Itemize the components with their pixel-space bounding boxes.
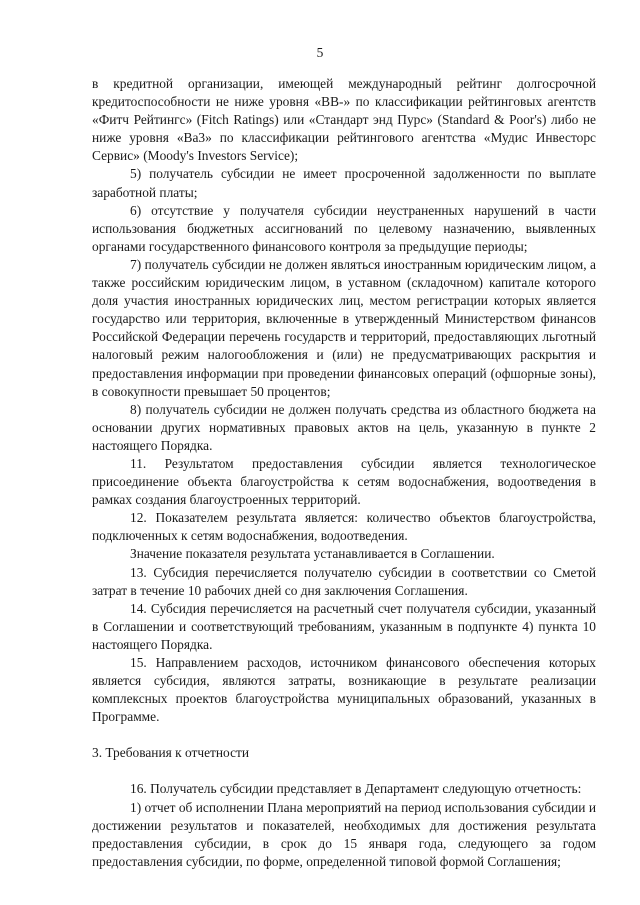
paragraph-condition-6: 6) отсутствие у получателя субсидии неустраненных нарушений в части использования бюджетных ассигнований по целевому назначению, выявленных органами государственного финансового контроля за предыдущие периоды; (92, 202, 596, 254)
paragraph-item-13: 13. Субсидия перечисляется получателю субсидии в соответствии со Сметой затрат в течение 10 рабочих дней со дня заключения Соглашения. (92, 564, 596, 598)
paragraph-item-14: 14. Субсидия перечисляется на расчетный счет получателя субсидии, указанный в Соглашении и соответствующий требованиям, указанным в подпункте 4) пункта 10 настоящего Порядка. (92, 600, 596, 652)
paragraph-item-15: 15. Направлением расходов, источником финансового обеспечения которых является субсидия, являются затраты, возникающие в результате реализации комплексных проектов благоустройства муниципальных образований, указанных в Программе. (92, 655, 596, 725)
paragraph-condition-8: 8) получатель субсидии не должен получать средства из областного бюджета на основании других нормативных правовых актов на цель, указанную в пункте 2 настоящего Порядка. (92, 401, 596, 453)
paragraph-report-1: 1) отчет об исполнении Плана мероприятий на период использования субсидии и достижении результатов и показателей, необходимых для достижения результата предоставления субсидии, в срок до 15 января года, следующего за годом предоставления субсидии, по форме, определенной типовой формой Соглашения; (92, 799, 596, 869)
paragraph-indicator-value: Значение показателя результата устанавливается в Соглашении. (130, 546, 495, 562)
paragraph-item-11: 11. Результатом предоставления субсидии является технологическое присоединение объекта благоустройства к сетям водоснабжения, водоотведения в рамках создания благоустроенных территорий. (92, 455, 596, 508)
section-heading: 3. Требования к отчетности (92, 745, 250, 761)
paragraph-condition-7: 7) получатель субсидии не должен являться иностранным юридическим лицом, а также российским юридическим лицом, в уставном (складочном) капитале которого доля участия иностранных юридических лиц, местом регистрации которых является государство или территория, включенные в утвержденный Министерством финансов Российской Федерации перечень государств и территорий, предоставляющих льготный налоговый режим налогообложения и (или) не предусматривающих раскрытия и предоставления информации при проведении финансовых операций (офшорные зоны), в совокупности превышает 50 процентов; (92, 256, 596, 399)
paragraph-item-12: 12. Показателем результата является: количество объектов благоустройства, подключенных к сетям водоснабжения, водоотведения. (92, 510, 596, 544)
page-number: 5 (316, 45, 324, 60)
paragraph-item-16: 16. Получатель субсидии представляет в Департамент следующую отчетность: (130, 781, 582, 797)
paragraph-bank-rating: в кредитной организации, имеющей международный рейтинг долгосрочной кредитоспособности не ниже уровня «BB-» по классификации рейтинговых агентств «Фитч Рейтингс» (Fitch Ratings) или «Стандарт энд Пурс» (Standard & Poor's) либо не ниже уровня «Ba3» по классификации рейтингового агентства «Мудис Инвесторс Сервис» (Moody's Investors Service); (92, 76, 596, 164)
paragraph-condition-5: 5) получатель субсидии не имеет просроченной задолженности по выплате заработной платы; (92, 166, 596, 200)
document-body (92, 75, 596, 871)
